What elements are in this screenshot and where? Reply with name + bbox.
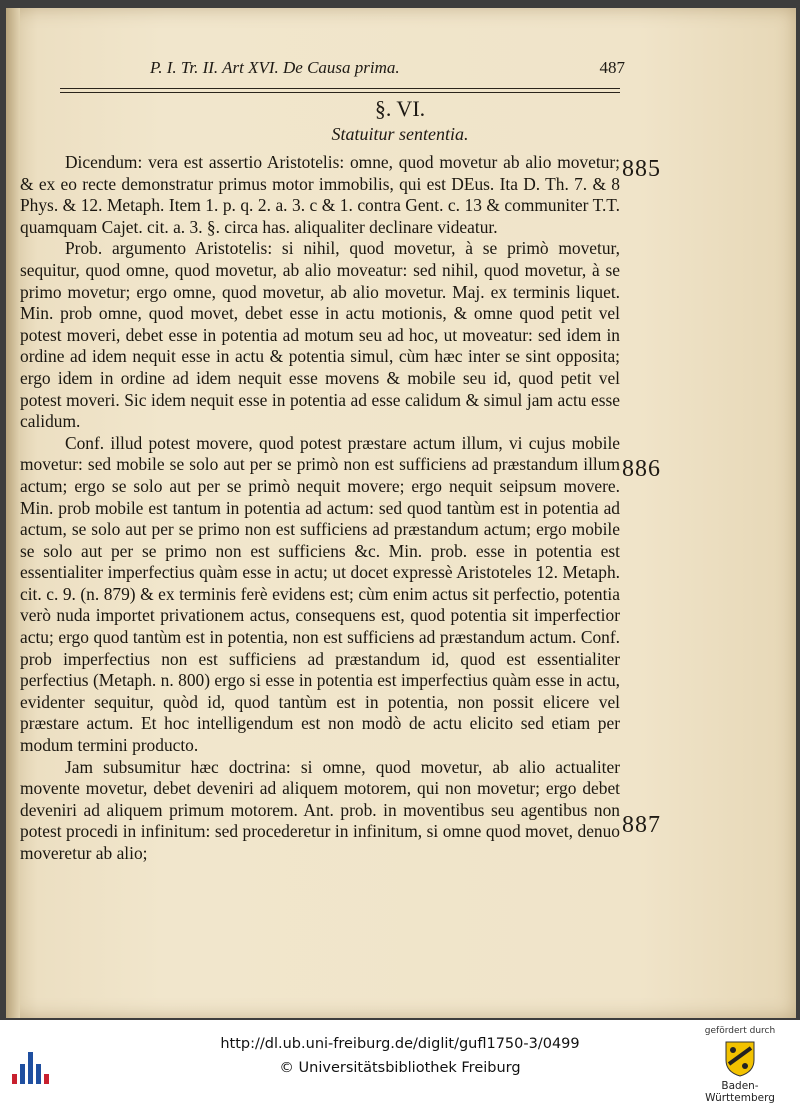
coat-of-arms-icon [723, 1038, 757, 1078]
section-subtitle: Statuitur sententia. [331, 124, 469, 144]
sponsor-name: Baden-Württemberg [705, 1080, 775, 1104]
page-body [20, 152, 620, 865]
section-title: §. VI. [374, 96, 426, 121]
paragraph-proof: Prob. argumento Aristotelis: si nihil, quod movetur, à se primò movetur, sequitur, quod omne, quod movetur, ab alio moveatur: sed nihil, quod movetur, à se primo movetur; ergo omne, quod movetur, ab alio movetur. Maj. ex terminis liquet. Min. prob omne, quod movet, debet esse in actu motionis, & omne quod petit vel potest moveri, debet esse in potentia ad motum seu ad hoc, ut moveatur: sed idem in ordine ad idem nequit esse in actu & potentia simul, cùm hæc inter se sint opposita; ergo idem in ordine ad idem nequit esse movens & mobile seu id, quod petit vel potest moveri. Sic idem nequit esse in potentia ad esse calidum & simul jam actu esse calidum. [20, 238, 620, 432]
margin-number-886: 886 [622, 456, 661, 482]
sponsor-block [690, 1022, 790, 1102]
running-head [150, 58, 625, 78]
margin-number-885: 885 [622, 156, 661, 182]
paragraph-887: Jam subsumitur hæc doctrina: si omne, quod movetur, ab alio actualiter movente movetur, debet deveniri ad aliquem motorem, qui non movetur; ergo debet deveniri ad aliquem primum motorem. Ant. prob. in moventibus seu agentibus non potest procedi in infinitum: sed procederetur in infinitum, si omne quod movet, denuo moveretur ab alio; [20, 756, 620, 863]
paragraph-885: Dicendum: vera est assertio Aristotelis: omne, quod movetur ab alio movetur; & ex eo recte demonstratur primus motor immobilis, qui est DEus. Ita D. Th. 7. & 8 Phys. & 12. Metaph. Item 1. p. q. 2. a. 3. c & 1. contra Gent. c. 13 & communiter T.T. quamquam Cajet. cit. a. 3. §. circa has. aliqualiter declinare videatur. [20, 152, 620, 237]
page-gutter [6, 8, 20, 1018]
permalink-url[interactable]: http://dl.ub.uni-freiburg.de/diglit/gufl1750-3/0499 [220, 1036, 580, 1052]
page-number: 487 [599, 58, 625, 77]
margin-number-887: 887 [622, 812, 661, 838]
paragraph-886: Conf. illud potest movere, quod potest præstare actum illum, vi cujus mobile movetur: sed mobile se solo aut per se primò non est sufficiens ad præstandum illum actum; ergo se solo aut per se primò nequit movere; ergo nequit seipsum movere. Min. prob mobile est tantum in potentia ad actum: sed quod tantùm est in potentia ad actum, se solo aut per se primo non est sufficiens ad præstandum actum; ergo mobile se solo aut per se primo non est sufficiens &c. Min. prob. esse in potentia est essentialiter imperfectius quàm esse in actu; ut docet expressè Aristoteles 12. Metaph. cit. c. 9. (n. 879) & ex terminis ferè evidens est; cùm enim actus sit perfectio, potentia verò nuda importet privationem actus, consequens est, quod potentia sit imperfectior actu; ergo quod tantùm est in potentia, non est sufficiens ad præstandum actum. Conf. prob imperfectius non est sufficiens ad præstandum id, quod est essentialiter perfectius (Metaph. n. 800) ergo si esse in potentia est imperfectius quàm esse in actu, evidenter sequitur, quòd id, quod tantùm est in potentia, non possit elicere vel præstare actum. Et hoc intelligendum est non modò de actu elicito sed etiam per modum termini producto. [20, 432, 620, 756]
header-rule [60, 88, 620, 93]
sponsor-caption: gefördert durch [704, 1026, 776, 1036]
copyright-notice: © Universitätsbibliothek Freiburg [279, 1060, 521, 1076]
running-title: P. I. Tr. II. Art XVI. De Causa prima. [150, 58, 400, 77]
